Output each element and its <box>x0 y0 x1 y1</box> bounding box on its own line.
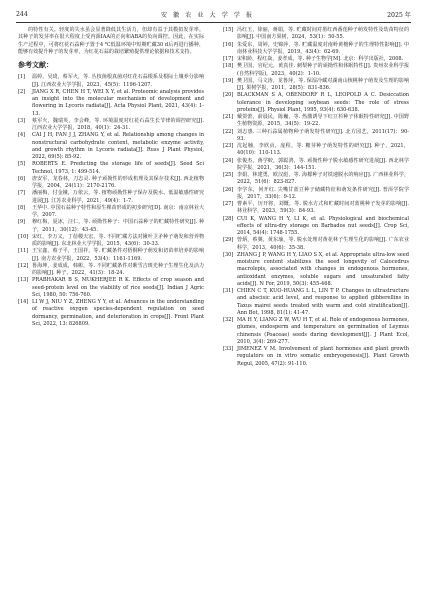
reference-item <box>18 248 204 263</box>
reference-item <box>18 89 204 118</box>
reference-number: [1] <box>18 74 26 81</box>
reference-item <box>18 118 204 133</box>
reference-number: [31] <box>223 288 234 294</box>
reference-text: 刘志惠. 三种石蒜属植物种子萌发特性研究[J]. 北方园艺，2011(17)：90-93. <box>237 128 409 142</box>
reference-number: [17] <box>223 56 234 62</box>
reference-text: ROBERTS E. Predicting the storage life of seeds[J]. Seed Sci Technol, 1973, 1: 499-514. <box>32 161 204 175</box>
reference-text: 穆红梅，夏冰，汪仁，等. 顽拗性种子：中国石蒜种子的贮藏特性研究[J]. 种子，2011，30(12)：43-45. <box>32 219 204 233</box>
reference-item <box>18 161 204 176</box>
reference-list-left <box>18 74 204 328</box>
reference-text: 王宝鑫，蔡子平，王国祥，等. 贮藏条件对梧桐种子萌发和切苗率培养的影响[J]. 南方农业学报，2022，53(4)：1161-1169. <box>32 248 204 262</box>
reference-text: 沈起楠，李欣贞，庞程，等. 糖芽种子萌发特性的研究[J]. 种子，2021，40(10)：110-113. <box>237 143 409 157</box>
reference-item <box>223 92 409 114</box>
reference-text: ZHANG J P, WANG H Y, LIAO S X, et al. Appropriate ultra-low seed moisture content stabilizes the seed longevity of Calocedrus macrolepis, associated with changes in endogenous hormones, antioxidant enzymes, soluble sugars and unsaturated fatty acids[J]. N For, 2019, 50(3): 455-468. <box>237 251 409 287</box>
reference-text: JIMENEZ V M. Involvement of plant hormones and plant growth regulators on in vitro somatic embryogenesis[J]. Plant Growth Regul, 2005, 47(2): 91-110. <box>237 346 409 367</box>
reference-text: 樊卫国，官纪元，黄真佳. 刺梨种子的顽拗性和休眠特性[J]. 贵州农业科学报(自然科学版)，2023，40(2)：1-10. <box>237 63 409 77</box>
reference-number: [2] <box>18 88 26 95</box>
reference-number: [14] <box>18 299 29 305</box>
reference-item <box>223 216 409 238</box>
reference-item <box>18 176 204 191</box>
reference-text: LI W J, NIU Y Z, ZHENG Y Y, et al. Advances in the understanding of reactive oxygen species-dependent regulation on seed dormancy, germination, and deterioration in crops[J]. Front Plant Sci, 2022, 13: 826809. <box>32 299 204 327</box>
reference-item <box>223 201 409 216</box>
reference-number: [9] <box>18 219 26 226</box>
reference-item <box>223 317 409 346</box>
reference-item <box>223 114 409 129</box>
reference-text: 戴贺蕾，俞晨民，陈巍，等. 热激诱导下红豆杉种子休眠特性研究[J]. 中国野生植物资源，2015，34(5)：19-22. <box>237 114 409 128</box>
reference-item <box>223 187 409 202</box>
reference-item <box>223 158 409 173</box>
reference-item <box>223 288 409 317</box>
reference-number: [25] <box>223 172 234 178</box>
reference-item <box>223 27 409 42</box>
reference-text: 曾炳，蔡翼，黄东瑜，等. 脱水处理对黄花林子生理生化的影响[J]. 广东农业科学，2013，40(6)：35-38. <box>237 237 409 251</box>
reference-text: PRABHAKAR B S, MUKHERJEE R K. Effects of crop season and seed-protein level on the viability of rice seeds[J]. Indian J Agric Sci, 1980, 50: 756-760. <box>32 277 204 298</box>
reference-text: 李娟，林建勇，欧汉彪，等. 海檬种子对铁速脱水的响应[J]. 广西林业科学，2022，51(6)：823-827. <box>237 172 409 186</box>
page-number: 244 <box>16 10 28 18</box>
references-heading: 参考文献： <box>18 61 53 69</box>
reference-item <box>223 63 409 78</box>
reference-item <box>223 42 409 57</box>
reference-number: [3] <box>18 117 26 124</box>
reference-number: [26] <box>223 186 234 193</box>
reference-number: [12] <box>18 262 29 269</box>
reference-text: 潘丽梅，付金娥，万依云，等. 植物顽拗性种子保存及脱水、低温敏感性研究进展[J]. 江苏农业科学，2021，49(4)：1-7. <box>32 190 204 204</box>
reference-item <box>223 237 409 252</box>
reference-number: [19] <box>223 77 234 84</box>
reference-text: CAI J H, FAN J J, ZHANG Y, et al. Relationship among changes in nonstructural carbohydrate content, metabolic enzyme activity, and growth rhythm in Lycoris radiata[J]. Russ J Plant Physiol, 2022, 69(5): 85-92. <box>32 132 204 160</box>
publication-year: 2025 年 <box>387 11 411 19</box>
reference-number: [6] <box>18 175 26 182</box>
reference-item <box>223 129 409 144</box>
reference-list-right <box>223 27 409 368</box>
reference-number: [15] <box>223 27 234 33</box>
reference-item <box>223 78 409 93</box>
reference-text: 鲁海坤，姜成成，韩彬，等. 不同贮藏条件对紫雪吉斑光种子生理生化及活力的影响[J]. 种子，2022，41(3)：18-24. <box>32 262 204 276</box>
reference-number: [28] <box>223 215 234 222</box>
reference-item <box>18 234 204 249</box>
reference-text: 宋积龄，程红焱，姜孝成，等. 种子生物学[M]. 北京：科学出版社，2008. <box>237 56 404 62</box>
reference-text: 樊卫国，马文涛，龙鲁萍，等. 保湿冷藏对湖南山核桃种子萌发及生理的影响[J]. 果树学报，2011，28(5)：831-836. <box>237 77 409 91</box>
reference-item <box>18 205 204 220</box>
reference-text: BLACKMAN S A, OBENDORF R L, LEOPOLD A C. Desiccation tolerance in developing soybean seeds: The role of stress proteins[J]. Physiol Plant, 1995, 93(4): 630-638. <box>237 92 409 113</box>
reference-item <box>18 277 204 299</box>
reference-number: [5] <box>18 161 26 168</box>
reference-number: [18] <box>223 63 234 70</box>
reference-number: [13] <box>18 277 29 284</box>
running-header <box>16 8 411 20</box>
reference-number: [8] <box>18 204 26 211</box>
reference-number: [21] <box>223 114 234 120</box>
reference-number: [33] <box>223 346 234 352</box>
reference-text: 冯红玉，徐丽，蒋娟，等. 贮藏时间对墨红西番莲种子萌发特性及幼苗特征的影响[J]. 中国南方果树，2024，53(1)：50-55. <box>237 27 409 41</box>
reference-text: 蔡军火，魏瑞英，李会峰，等. 环境温度对红花石蒜生长节律的调控研究[J]. 江西农业大学学报，2018，40(1)：24-31. <box>32 117 204 131</box>
reference-item <box>18 190 204 205</box>
reference-number: [30] <box>223 251 234 258</box>
reference-text: 唐安军，龙春林，刀志灵. 种子顽拗性的形成机理及其保存技术[J]. 西北植物学报，2004，24(11)：2170-2176. <box>32 175 204 189</box>
intro-paragraph: 的特性有关。轻度的失水虽会显著降低其生活力，但却有益于其模拟发芽率。其种子的发芽率在很大程度上受内源IAA的正向和ABA的负向调控。因此，在实际生产过程中，可将红花石蒜种子置于4 ℃低温环境中短期贮藏30 d后再进行播种，能够有效提升种子的发芽率，为红花石蒜的栽培繁殖提供理论依据和技术支持。 <box>18 27 204 55</box>
reference-number: [11] <box>18 248 29 255</box>
right-column <box>223 27 409 368</box>
reference-item <box>18 74 204 89</box>
reference-number: [10] <box>18 233 29 240</box>
reference-item <box>223 346 409 368</box>
reference-text: 曹素平，历开将，刘慨，等. 脱水方式和贮藏时间对蓝桃种子发芽的影响[J]. 林业科学，2023，59(3)：84-93. <box>237 201 409 215</box>
reference-item <box>223 172 409 187</box>
reference-item <box>18 263 204 278</box>
header-rule <box>16 22 411 23</box>
reference-text: 温婷，吴琦，蔡军火，等. 丛枝菌根真菌对红花石蒜根系及根际土壤养分影响[J]. 江西农业大学学报，2023，45(5)：1196-1207. <box>32 74 204 88</box>
reference-number: [23] <box>223 143 234 149</box>
reference-number: [7] <box>18 190 26 197</box>
reference-text: 张俊杰，蒋学蛟，郭聪鸿，等. 顽拗性种子脱水敏感性研究进展[J]. 西北林学院学报，2021，36(3)：144-151. <box>237 157 409 171</box>
reference-number: [20] <box>223 92 234 99</box>
reference-number: [4] <box>18 132 26 139</box>
left-column <box>18 27 204 328</box>
reference-text: JIANG X R, CHEN H T, WEI X Y, et al. Proteomic analysis provides an insight into the molecular mechanism of development and flowering in Lycoris radiata[J]. Acta Physiol Plant, 2021, 43(4): 1-13. <box>32 88 204 117</box>
reference-number: [27] <box>223 201 234 207</box>
reference-number: [24] <box>223 157 234 164</box>
reference-text: CUI K, WANG H Y, LI K, et al. Physiological and biochemical effects of ultra-dry storage on Barbados nut seeds[J]. Crop Sci, 2014, 54(4): 1748-1755. <box>237 215 409 236</box>
journal-title: 安 徽 农 业 大 学 学 报 <box>160 11 255 19</box>
reference-item <box>18 219 204 234</box>
reference-item <box>223 143 409 158</box>
reference-item <box>223 252 409 288</box>
reference-number: [32] <box>223 317 234 323</box>
reference-text: CHIEN C T, KUO-HUANG L L, LIN T P. Changes in ultrastructure and abscisic acid level, and response to applied gibberellins in Taxus mairei seeds treated with warm and cold stratification[J]. Ann Bot, 1998, 81(1): 41-47. <box>237 288 409 316</box>
reference-number: [16] <box>223 41 234 48</box>
reference-number: [22] <box>223 128 234 135</box>
reference-number: [29] <box>223 237 234 244</box>
reference-text: 王华中. 中国石蒜种子特性和原生裸苗形成的初步研究[D]. 南京：南京林业大学，2007. <box>32 204 204 218</box>
reference-item <box>18 299 204 328</box>
reference-text: 朱爱东，周婷，史锦萍，等. 贮藏温度对南岭黄檀种子的生理特性影响[J]. 中南林业科技大学学报，2019，43(4)：62-69. <box>237 41 409 55</box>
reference-item <box>18 132 204 161</box>
reference-text: 李学东，何开红. 尖嘴甘蓝豆种子储藏特征和萌发条件研究[J]. 普洱学院学报，2017，33(6)：9-12. <box>237 186 409 200</box>
reference-text: MA H Y, LIANG Z W, WU H T, et al. Role of endogenous hormones, glumes, endosperm and temperature on germination of Leymus chinensis (Poaceae) seeds during development[J]. J Plant Ecol, 2010, 3(4): 269-277. <box>237 317 409 345</box>
reference-text: 宋红，李万义，丁蓓稷天宏，等. 不同贮藏方法对锹叶卫矛种子萌发和营养物质的影响[J]. 东北林业大学学报，2015，43(6)：30-33. <box>32 233 204 247</box>
